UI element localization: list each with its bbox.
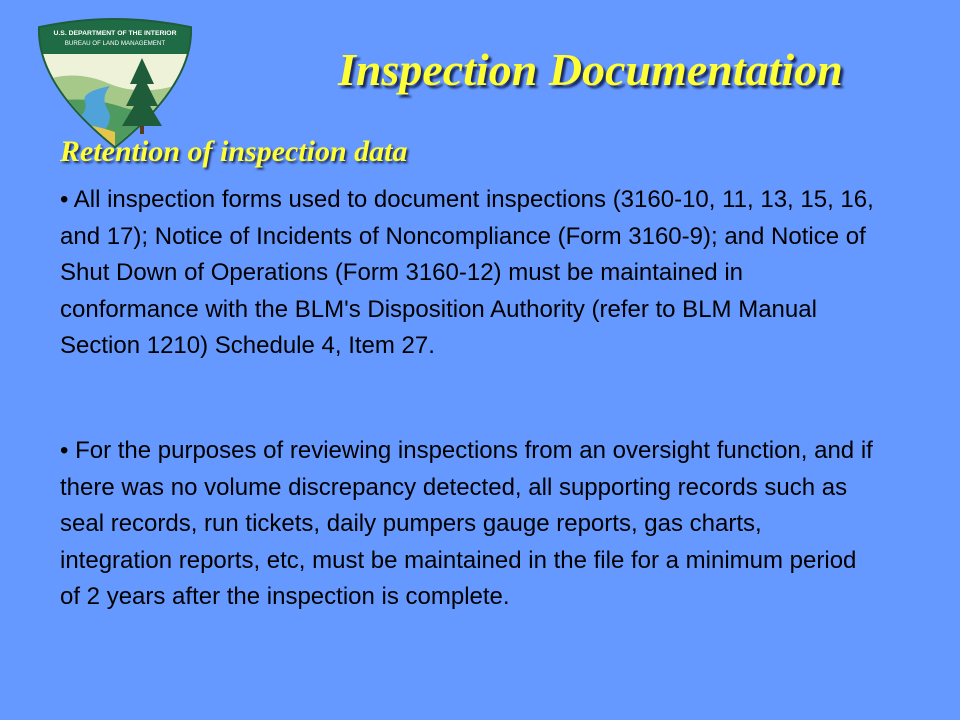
logo-text-line2: BUREAU OF LAND MANAGEMENT [64, 40, 166, 47]
slide-title: Inspection Documentation [338, 44, 843, 95]
slide-subtitle: Retention of inspection data [60, 135, 408, 168]
bullet-paragraph-retention-forms: • All inspection forms used to document inspections (3160-10, 11, 13, 15, 16, and 17); Notice of Incidents of Noncompliance (Form 3160-9); and Notice of Shut Down of Operations (Form 3160-12) must be maintained in conformance with the BLM's Disposition Authority (refer to BLM Manual Section 1210) Schedule 4, Item 27. [60, 186, 874, 359]
bullet-paragraph-supporting-records: • For the purposes of reviewing inspections from an oversight function, and if there was no volume discrepancy detected, all supporting records such as seal records, run tickets, daily pumpers gauge reports, gas charts, integration reports, etc, must be maintained in the file for a minimum period of 2 years after the inspection is complete. [60, 437, 873, 610]
logo-text-line1: U.S. DEPARTMENT OF THE INTERIOR [53, 30, 177, 37]
